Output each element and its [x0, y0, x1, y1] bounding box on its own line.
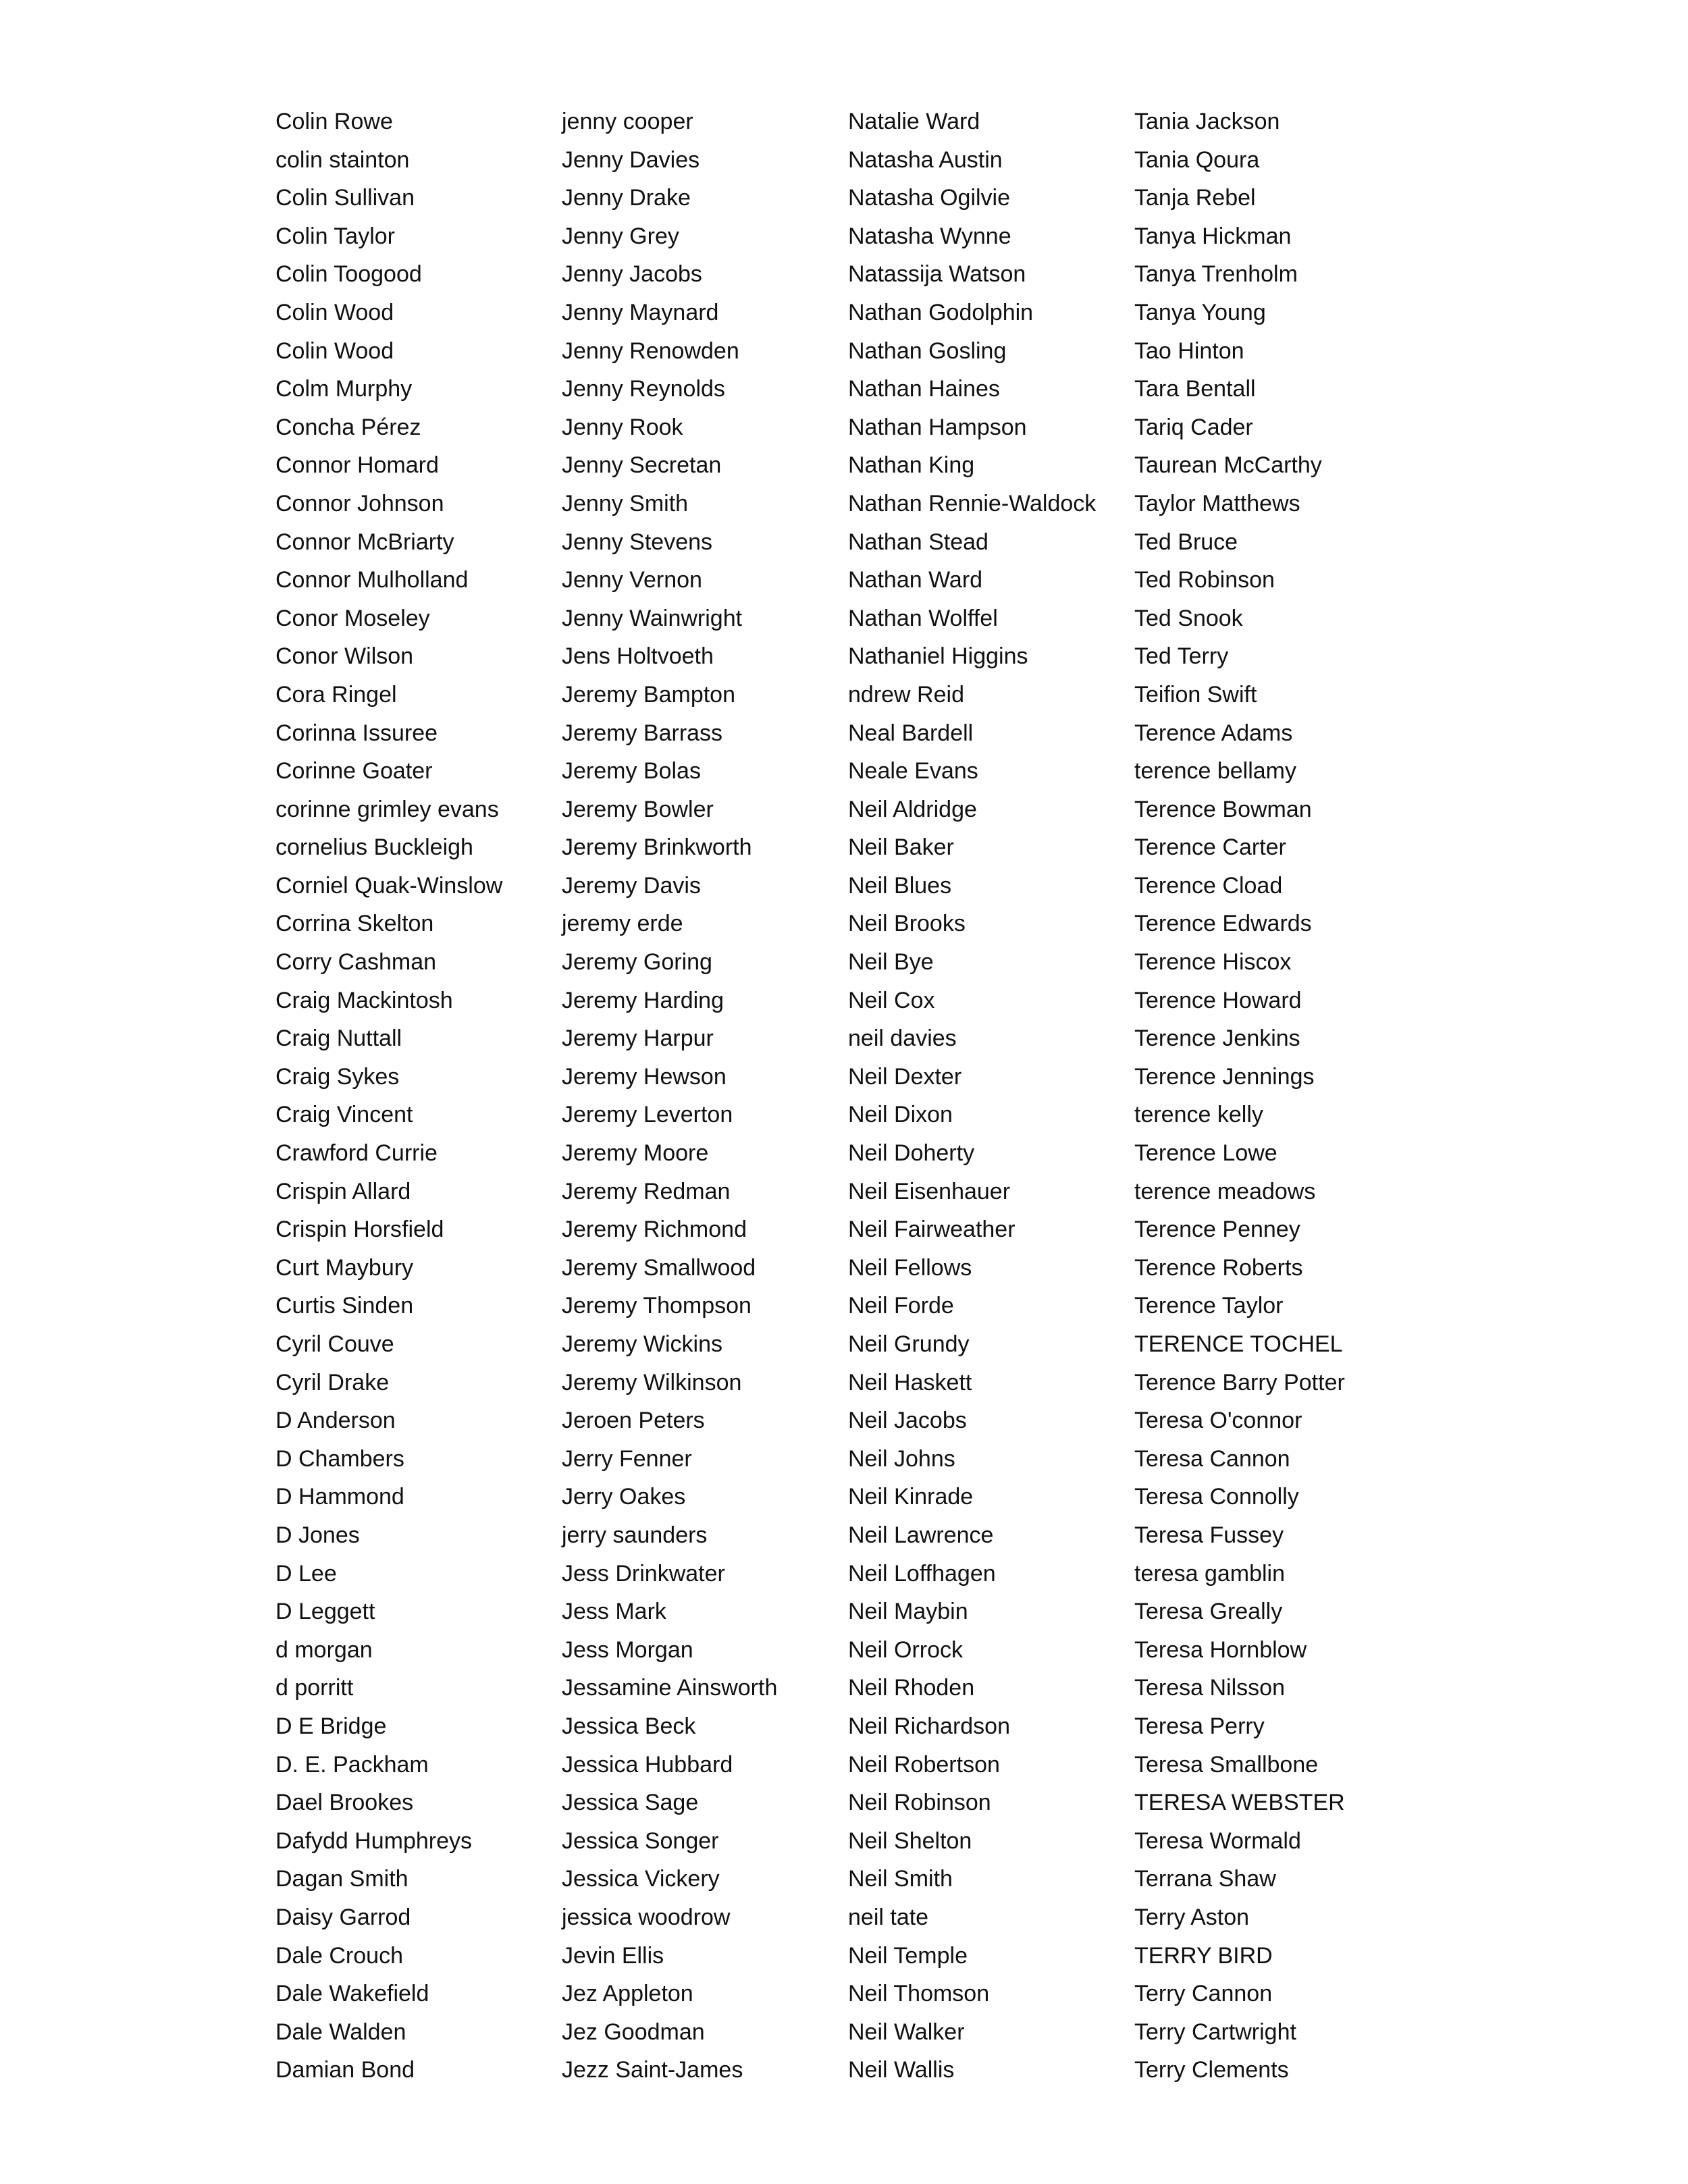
name-entry: Natassija Watson [848, 261, 1026, 288]
name-entry: Jeremy Barrass [562, 720, 723, 746]
name-entry: Colin Taylor [275, 223, 396, 249]
name-entry: Ted Robinson [1134, 567, 1275, 593]
name-entry: Natasha Austin [848, 147, 1003, 173]
name-entry: Teresa Perry [1134, 1713, 1265, 1739]
name-entry: Teresa Smallbone [1134, 1751, 1319, 1778]
name-entry: Tao Hinton [1134, 338, 1244, 364]
name-entry: jessica woodrow [562, 1904, 731, 1930]
name-entry: Nathan Stead [848, 529, 988, 555]
name-entry: Jess Drinkwater [562, 1560, 725, 1587]
name-entry: Terry Cannon [1134, 1981, 1273, 2007]
name-entry: Tariq Cader [1134, 414, 1253, 440]
name-entry: Colin Sullivan [275, 185, 415, 211]
name-column-4 [1134, 103, 1345, 2089]
name-entry: Nathaniel Higgins [848, 643, 1028, 670]
name-entry: Curtis Sinden [275, 1293, 414, 1319]
name-entry: Jenny Smith [562, 490, 689, 516]
name-entry: teresa gamblin [1134, 1560, 1286, 1587]
name-entry: Taurean McCarthy [1134, 452, 1322, 479]
name-entry: Neil Blues [848, 872, 952, 899]
name-entry: Jeremy Thompson [562, 1293, 751, 1319]
name-entry: D Chambers [275, 1445, 404, 1472]
name-entry: Teresa Fussey [1134, 1522, 1284, 1548]
name-entry: Jess Mark [562, 1599, 666, 1625]
name-entry: Teresa O'connor [1134, 1408, 1302, 1434]
name-entry: Dale Walden [275, 2019, 406, 2045]
name-entry: Terry Cartwright [1134, 2019, 1296, 2045]
name-entry: Jez Goodman [562, 2019, 705, 2045]
name-entry: Terence Penney [1134, 1217, 1300, 1243]
name-entry: Nathan Hampson [848, 414, 1027, 440]
name-entry: D Hammond [275, 1484, 404, 1510]
name-entry: Ted Snook [1134, 605, 1243, 631]
name-entry: Neil Wallis [848, 2057, 955, 2083]
name-entry: TERRY BIRD [1134, 1942, 1273, 1969]
name-entry: Jessica Vickery [562, 1866, 720, 1892]
name-entry: Colm Murphy [275, 376, 413, 402]
name-entry: terence kelly [1134, 1102, 1263, 1128]
name-entry: terence bellamy [1134, 758, 1297, 784]
name-entry: Colin Wood [275, 299, 394, 325]
name-entry: Neil Maybin [848, 1599, 968, 1625]
name-entry: Colin Rowe [275, 109, 393, 134]
name-entry: Neil Eisenhauer [848, 1178, 1011, 1204]
name-entry: D Leggett [275, 1599, 375, 1625]
name-entry: Jeremy Richmond [562, 1217, 747, 1243]
name-entry: neil davies [848, 1026, 957, 1052]
name-entry: Neil Smith [848, 1866, 953, 1892]
name-entry: Jess Morgan [562, 1636, 693, 1663]
name-entry: Craig Sykes [275, 1063, 400, 1090]
name-entry: Cyril Drake [275, 1369, 390, 1395]
name-entry: Tanja Rebel [1134, 185, 1256, 211]
name-entry: Jenny Reynolds [562, 376, 725, 402]
name-entry: Curt Maybury [275, 1254, 414, 1281]
name-entry: Corrina Skelton [275, 911, 434, 937]
name-column-2 [562, 103, 777, 2089]
name-entry: Terence Jennings [1134, 1063, 1315, 1090]
name-entry: Jeremy Wickins [562, 1331, 723, 1357]
name-entry: Jenny Maynard [562, 299, 719, 325]
name-entry: Jenny Secretan [562, 452, 722, 479]
name-entry: Tanya Hickman [1134, 223, 1292, 249]
name-entry: Neil Kinrade [848, 1484, 974, 1510]
name-entry: Terence Taylor [1134, 1293, 1284, 1319]
name-entry: Nathan Ward [848, 567, 983, 593]
name-entry: Nathan King [848, 452, 975, 479]
name-entry: Tanya Young [1134, 299, 1266, 325]
name-entry: D E Bridge [275, 1713, 387, 1739]
name-entry: Dafydd Humphreys [275, 1828, 473, 1854]
name-entry: Neil Grundy [848, 1331, 970, 1357]
name-entry: Neil Fellows [848, 1254, 972, 1281]
name-entry: Jessamine Ainsworth [562, 1675, 778, 1701]
name-entry: Jeroen Peters [562, 1408, 705, 1434]
name-entry: Jeremy Hewson [562, 1063, 727, 1090]
name-entry: Connor Mulholland [275, 567, 469, 593]
name-entry: Neil Orrock [848, 1636, 964, 1663]
name-entry: Jessica Songer [562, 1828, 719, 1854]
name-entry: Teresa Greally [1134, 1599, 1283, 1625]
name-entry: Teresa Cannon [1134, 1445, 1290, 1472]
name-entry: Neil Aldridge [848, 796, 977, 822]
name-entry: Concha Pérez [275, 414, 421, 440]
name-entry: Neil Fairweather [848, 1217, 1016, 1243]
name-entry: ndrew Reid [848, 681, 964, 708]
name-entry: Teresa Hornblow [1134, 1636, 1307, 1663]
name-entry: Neil Johns [848, 1445, 955, 1472]
name-entry: Colin Toogood [275, 261, 422, 288]
name-entry: Cora Ringel [275, 681, 397, 708]
name-entry: Terence Carter [1134, 834, 1286, 861]
name-entry: Neil Shelton [848, 1828, 972, 1854]
name-entry: Cyril Couve [275, 1331, 394, 1357]
name-entry: Nathan Rennie-Waldock [848, 490, 1097, 516]
name-entry: Jevin Ellis [562, 1942, 664, 1969]
name-entry: Natalie Ward [848, 109, 980, 134]
name-entry: Terry Aston [1134, 1904, 1250, 1930]
name-entry: Neil Loffhagen [848, 1560, 996, 1587]
name-entry: Teresa Nilsson [1134, 1675, 1285, 1701]
name-entry: Terence Barry Potter [1134, 1369, 1345, 1395]
name-entry: Nathan Gosling [848, 338, 1007, 364]
name-entry: colin stainton [275, 147, 410, 173]
name-entry: Neil Forde [848, 1293, 954, 1319]
name-entry: Neil Lawrence [848, 1522, 994, 1548]
name-entry: corinne grimley evans [275, 796, 499, 822]
name-entry: Terrana Shaw [1134, 1866, 1276, 1892]
name-entry: Teresa Wormald [1134, 1828, 1301, 1854]
name-entry: D. E. Packham [275, 1751, 429, 1778]
name-entry: Nathan Wolffel [848, 605, 998, 631]
name-entry: Terence Lowe [1134, 1140, 1277, 1167]
name-entry: jerry saunders [562, 1522, 708, 1548]
name-entry: Jenny Wainwright [562, 605, 743, 631]
name-entry: Terence Hiscox [1134, 949, 1292, 976]
name-entry: Taylor Matthews [1134, 490, 1300, 516]
name-entry: Crispin Allard [275, 1178, 411, 1204]
name-entry: Teifion Swift [1134, 681, 1257, 708]
name-entry: Connor Johnson [275, 490, 444, 516]
name-entry: Natasha Wynne [848, 223, 1011, 249]
name-entry: Terence Bowman [1134, 796, 1312, 822]
name-entry: Terence Roberts [1134, 1254, 1303, 1281]
name-entry: Jez Appleton [562, 1981, 693, 2007]
name-entry: Jeremy Wilkinson [562, 1369, 742, 1395]
name-entry: neil tate [848, 1904, 929, 1930]
name-entry: Damian Bond [275, 2057, 415, 2083]
name-entry: Ted Bruce [1134, 529, 1238, 555]
name-entry: Neil Temple [848, 1942, 968, 1969]
name-entry: Craig Mackintosh [275, 987, 453, 1013]
name-entry: jenny cooper [562, 109, 693, 134]
name-entry: Neal Bardell [848, 720, 974, 746]
name-entry: d porritt [275, 1675, 354, 1701]
name-entry: Jeremy Bolas [562, 758, 701, 784]
name-entry: Teresa Connolly [1134, 1484, 1299, 1510]
name-entry: Neil Thomson [848, 1981, 990, 2007]
name-entry: D Jones [275, 1522, 360, 1548]
name-entry: Crispin Horsfield [275, 1217, 444, 1243]
name-entry: Neil Cox [848, 987, 935, 1013]
name-entry: Jeremy Brinkworth [562, 834, 752, 861]
name-entry: Corry Cashman [275, 949, 437, 976]
name-entry: Dale Crouch [275, 1942, 403, 1969]
name-entry: Neil Richardson [848, 1713, 1010, 1739]
name-entry: Jerry Oakes [562, 1484, 686, 1510]
name-entry: Jeremy Bampton [562, 681, 735, 708]
name-entry: Neil Haskett [848, 1369, 972, 1395]
name-entry: Jeremy Bowler [562, 796, 714, 822]
name-column-3 [848, 103, 1096, 2089]
name-entry: Neil Dexter [848, 1063, 962, 1090]
name-entry: Terence Edwards [1134, 911, 1312, 937]
name-entry: Neil Doherty [848, 1140, 975, 1167]
name-entry: Jenny Vernon [562, 567, 702, 593]
name-entry: Dagan Smith [275, 1866, 408, 1892]
name-entry: Nathan Haines [848, 376, 1000, 402]
name-entry: Tania Qoura [1134, 147, 1260, 173]
name-entry: Craig Vincent [275, 1102, 413, 1128]
name-entry: Jenny Jacobs [562, 261, 702, 288]
name-entry: Jeremy Harding [562, 987, 724, 1013]
name-entry: Jerry Fenner [562, 1445, 692, 1472]
name-entry: Corniel Quak-Winslow [275, 872, 503, 899]
name-entry: Neil Bye [848, 949, 934, 976]
name-entry: D Lee [275, 1560, 337, 1587]
name-entry: Jenny Davies [562, 147, 700, 173]
name-entry: Tara Bentall [1134, 376, 1256, 402]
name-entry: Neil Dixon [848, 1102, 953, 1128]
name-entry: Jessica Beck [562, 1713, 696, 1739]
name-entry: Daisy Garrod [275, 1904, 411, 1930]
name-entry: Craig Nuttall [275, 1026, 402, 1052]
name-column-1 [275, 103, 502, 2089]
name-entry: Connor McBriarty [275, 529, 454, 555]
name-entry: Jeremy Moore [562, 1140, 709, 1167]
name-entry: Crawford Currie [275, 1140, 438, 1167]
name-entry: Neil Jacobs [848, 1408, 967, 1434]
name-entry: jeremy erde [562, 911, 683, 937]
name-entry: terence meadows [1134, 1178, 1316, 1204]
name-entry: Terence Jenkins [1134, 1026, 1300, 1052]
name-entry: Jenny Rook [562, 414, 683, 440]
name-entry: Jezz Saint-James [562, 2057, 743, 2083]
name-entry: Natasha Ogilvie [848, 185, 1011, 211]
name-entry: Neil Rhoden [848, 1675, 975, 1701]
name-entry: Terry Clements [1134, 2057, 1289, 2083]
name-entry: Neale Evans [848, 758, 978, 784]
name-entry: Conor Moseley [275, 605, 430, 631]
name-entry: Jeremy Leverton [562, 1102, 733, 1128]
name-entry: cornelius Buckleigh [275, 834, 473, 861]
name-entry: Nathan Godolphin [848, 299, 1034, 325]
name-entry: Ted Terry [1134, 643, 1229, 670]
name-entry: Corinna Issuree [275, 720, 438, 746]
name-entry: Tanya Trenholm [1134, 261, 1298, 288]
name-entry: Jeremy Harpur [562, 1026, 714, 1052]
name-entry: Jeremy Smallwood [562, 1254, 756, 1281]
name-entry: Jenny Grey [562, 223, 679, 249]
name-entry: Neil Robertson [848, 1751, 1000, 1778]
name-entry: Jens Holtvoeth [562, 643, 714, 670]
name-entry: Jeremy Davis [562, 872, 701, 899]
name-entry: Jeremy Goring [562, 949, 712, 976]
name-entry: Neil Walker [848, 2019, 965, 2045]
name-entry: D Anderson [275, 1408, 396, 1434]
name-entry: Dael Brookes [275, 1790, 414, 1816]
name-entry: Jessica Hubbard [562, 1751, 733, 1778]
name-entry: Jenny Stevens [562, 529, 713, 555]
name-entry: TERENCE TOCHEL [1134, 1331, 1343, 1357]
name-entry: Neil Baker [848, 834, 954, 861]
name-entry: Colin Wood [275, 338, 394, 364]
name-entry: Corinne Goater [275, 758, 433, 784]
name-entry: Connor Homard [275, 452, 439, 479]
name-entry: Tania Jackson [1134, 109, 1280, 134]
name-entry: TERESA WEBSTER [1134, 1790, 1345, 1816]
name-entry: Terence Cload [1134, 872, 1283, 899]
name-entry: Neil Brooks [848, 911, 966, 937]
name-entry: d morgan [275, 1636, 373, 1663]
name-entry: Dale Wakefield [275, 1981, 429, 2007]
name-entry: Jessica Sage [562, 1790, 699, 1816]
name-entry: Jenny Drake [562, 185, 691, 211]
name-entry: Terence Adams [1134, 720, 1293, 746]
name-entry: Conor Wilson [275, 643, 414, 670]
name-entry: Terence Howard [1134, 987, 1302, 1013]
name-entry: Jenny Renowden [562, 338, 739, 364]
name-entry: Jeremy Redman [562, 1178, 731, 1204]
name-entry: Neil Robinson [848, 1790, 991, 1816]
